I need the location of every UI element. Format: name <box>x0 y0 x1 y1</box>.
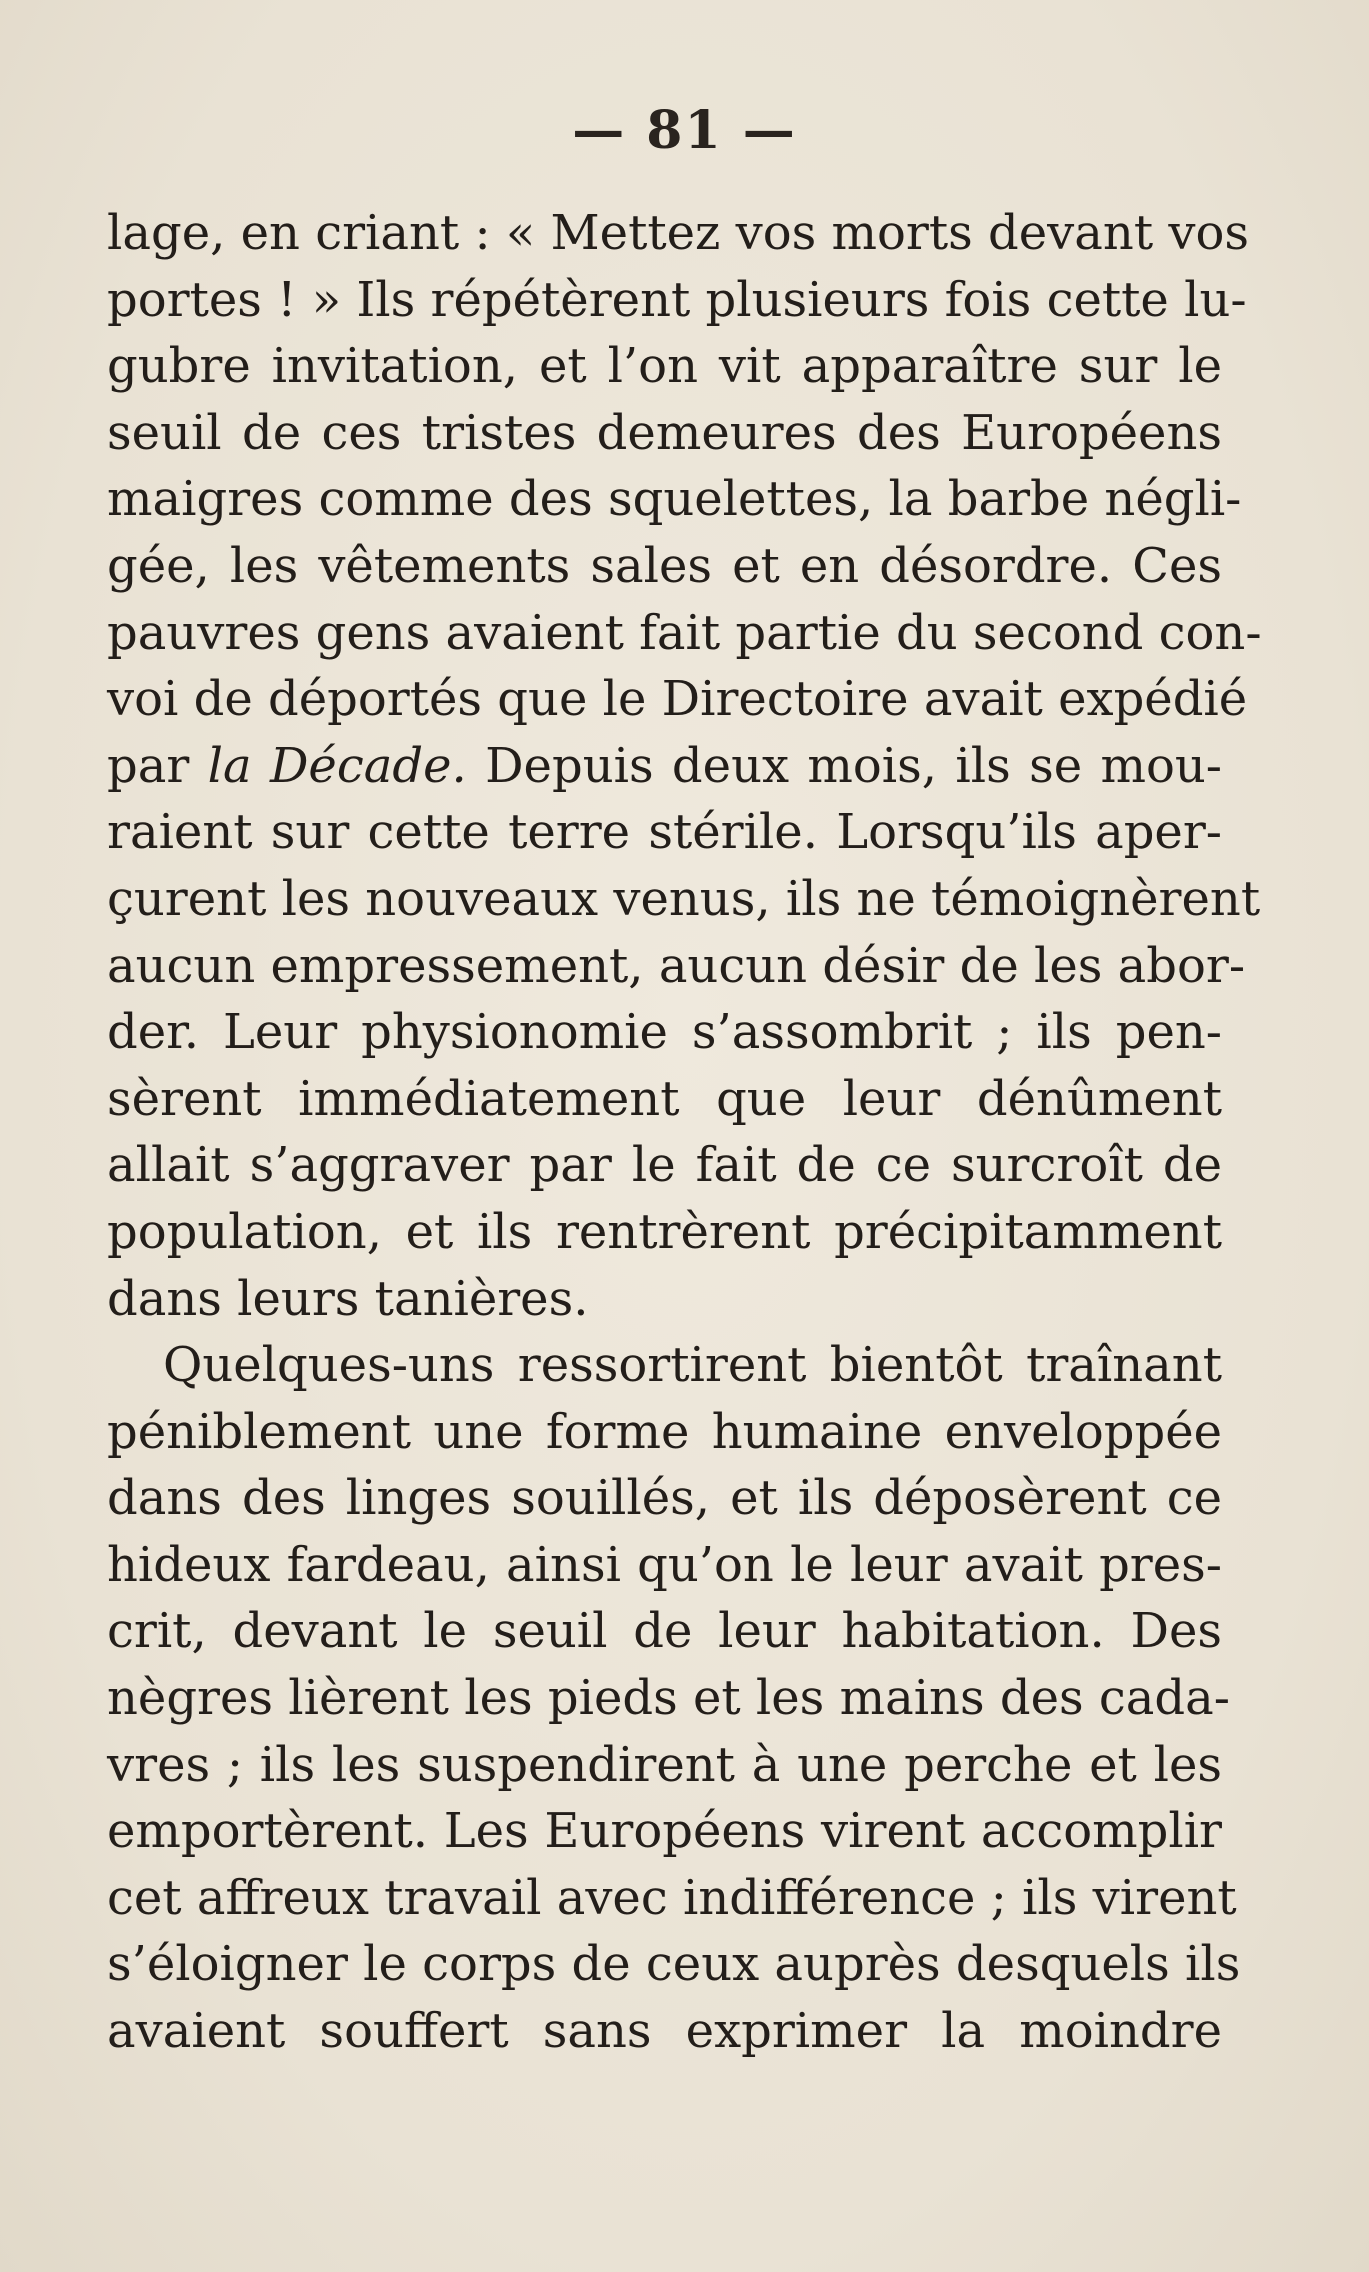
text-line: voi de déportés que le Directoire avait expédié <box>107 671 1248 728</box>
text-line: cet affreux travail avec indifférence ; ils virent <box>107 1869 1237 1926</box>
text-line: raient sur cette terre stérile. Lorsqu’ils aper- <box>107 804 1222 861</box>
text-line: seuil de ces tristes demeures des Européens <box>107 404 1222 461</box>
text-line: hideux fardeau, ainsi qu’on le leur avait pres- <box>107 1536 1222 1593</box>
text-fragment: Depuis deux mois, ils se mou- <box>466 737 1222 794</box>
text-line: lage, en criant : « Mettez vos morts devant vos <box>107 205 1250 261</box>
text-line: nègres lièrent les pieds et les mains des cada- <box>107 1670 1230 1727</box>
text-line: vres ; ils les suspendirent à une perche et les <box>107 1736 1222 1793</box>
text-line-with-italic <box>107 733 1222 800</box>
body-text <box>107 200 1262 2065</box>
text-line: péniblement une forme humaine enveloppée <box>107 1403 1222 1460</box>
text-line: der. Leur physionomie s’assombrit ; ils pen- <box>107 1004 1222 1061</box>
text-line: maigres comme des squelettes, la barbe négli- <box>107 471 1242 528</box>
text-line: crit, devant le seuil de leur habitation. Des <box>107 1603 1222 1660</box>
text-line: gée, les vêtements sales et en désordre. Ces <box>107 537 1222 594</box>
text-line: population, et ils rentrèrent précipitamment <box>107 1203 1222 1260</box>
text-line: pauvres gens avaient fait partie du second con- <box>107 604 1262 661</box>
paragraph-1 <box>107 200 1262 1332</box>
page-number: — 81 — <box>572 100 797 161</box>
text-line: s’éloigner le corps de ceux auprès desquels ils <box>107 1936 1241 1993</box>
text-fragment: par <box>107 737 208 794</box>
text-line: dans leurs tanières. <box>107 1270 589 1327</box>
text-line: çurent les nouveaux venus, ils ne témoignèrent <box>107 870 1261 927</box>
ship-name-italic: la Décade. <box>207 737 467 794</box>
text-line: emportèrent. Les Européens virent accomplir <box>107 1803 1222 1860</box>
paragraph-2 <box>107 1332 1241 2065</box>
text-line: dans des linges souillés, et ils déposèrent ce <box>107 1470 1222 1527</box>
text-line: Quelques-uns ressortirent bientôt traînant <box>163 1337 1222 1394</box>
text-line: allait s’aggraver par le fait de ce surcroît de <box>107 1137 1222 1194</box>
text-line: avaient souffert sans exprimer la moindre <box>107 2003 1222 2060</box>
text-line: gubre invitation, et l’on vit apparaître sur le <box>107 338 1222 395</box>
text-line: sèrent immédiatement que leur dénûment <box>107 1070 1222 1127</box>
text-line: portes ! » Ils répétèrent plusieurs fois cette lu- <box>107 271 1247 328</box>
text-line: aucun empressement, aucun désir de les abor- <box>107 937 1246 994</box>
